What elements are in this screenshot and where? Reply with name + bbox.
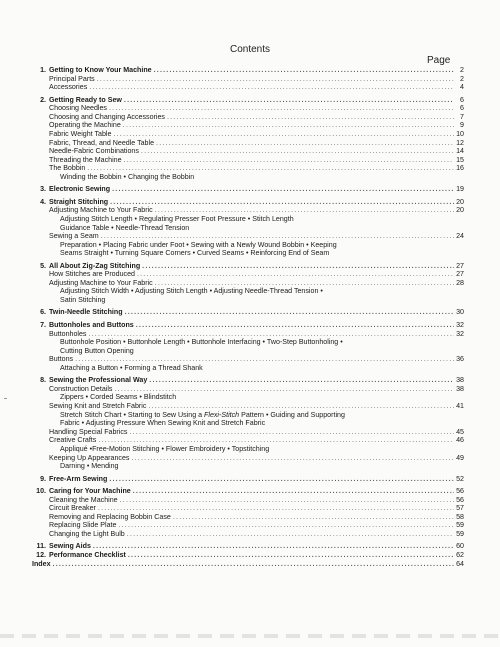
dot-leader [53,560,454,569]
dot-leader [136,321,454,330]
toc-entry[interactable] [32,121,464,130]
entry-label: Construction Details [49,384,113,393]
page-number: 14 [456,147,464,156]
entry-label: Replacing Slide Plate [49,521,117,530]
chapter-number: 2. [40,95,46,104]
chapter-number: 10. [36,487,46,496]
page-number: 2 [460,66,464,74]
toc-subtopics: Preparation • Placing Fabric under Foot • Sewing with a Newly Wound Bobbin • Keeping [60,240,337,249]
toc-entry[interactable] [32,75,464,84]
toc-subtopics: Fabric • Adjusting Pressure When Sewing Knit and Stretch Fabric [60,419,266,428]
toc-entry[interactable] [32,279,464,288]
entry-label: Buttons [49,355,74,364]
toc-chapter-1[interactable] [32,66,464,75]
entry-label: The Bobbin [49,164,86,173]
dot-leader [89,83,454,92]
chapter-number: 6. [40,308,46,317]
toc-subtopics: Darning • Mending [60,462,119,471]
chapter-title: All About Zig-Zag Stitching [49,261,141,270]
dot-leader [141,147,454,156]
page-number: 59 [456,529,464,538]
page-number: 59 [456,521,464,530]
page-number: 16 [456,164,464,173]
toc-subtopics: Adjusting Stitch Width • Adjusting Stitch Length • Adjusting Needle-Thread Tension • [60,287,323,296]
dot-leader [110,198,454,207]
entry-label: Principal Parts [49,74,95,83]
page-number: 32 [456,320,464,329]
entry-label: Fabric Weight Table [49,129,112,138]
page-number: 6 [460,104,464,113]
table-of-contents [32,66,464,568]
entry-label: Handling Special Fabrics [49,427,128,436]
toc-subtopics: Adjusting Stitch Length • Regulating Presser Foot Pressure • Stitch Length [60,214,294,223]
dot-leader [133,487,454,496]
page-number: 24 [456,232,464,241]
toc-subtopics: Appliqué •Free-Motion Stitching • Flower Embroidery • Topstitching [60,444,270,453]
dot-leader [156,139,454,148]
toc-entry[interactable] [32,454,464,463]
page-number: 30 [456,308,464,317]
toc-chapter-9[interactable] [32,475,464,484]
toc-chapter-2[interactable] [32,96,464,105]
chapter-number: 9. [40,474,46,483]
page-number: 64 [456,559,464,568]
chapter-title: Getting Ready to Sew [49,95,122,104]
chapter-title: Sewing the Professional Way [49,376,148,385]
entry-label: Keeping Up Appearances [49,453,130,462]
dot-leader [131,454,454,463]
dot-leader [88,330,454,339]
toc-chapter-8[interactable] [32,376,464,385]
dot-leader [173,513,454,522]
chapter-number: 4. [40,197,46,206]
page-number: 56 [456,487,464,496]
toc-chapter-4[interactable] [32,198,464,207]
toc-entry[interactable] [32,139,464,148]
entry-label: Threading the Machine [49,155,122,164]
chapter-title: Free-Arm Sewing [49,474,108,483]
dot-leader [149,376,454,385]
page-number: 36 [456,355,464,364]
toc-entry[interactable] [32,402,464,411]
dot-leader [93,542,454,551]
toc-entry[interactable] [32,156,464,165]
entry-label: Choosing and Changing Accessories [49,112,165,121]
page-number: 7 [460,112,464,121]
entry-label: Creative Crafts [49,436,97,445]
dot-leader [113,130,454,139]
entry-label: Cleaning the Machine [49,495,118,504]
dot-leader [155,206,454,215]
toc-entry[interactable] [32,104,464,113]
toc-subtopics: Cutting Button Opening [60,346,134,355]
dot-leader [137,270,454,279]
toc-entry[interactable] [32,530,464,539]
page-number: 27 [456,261,464,270]
dot-leader [142,262,454,271]
chapter-title: Caring for Your Machine [49,487,131,496]
page-number: 19 [456,185,464,194]
page-number: 28 [456,278,464,287]
dot-leader [120,496,454,505]
page-number: 52 [456,474,464,483]
page-number: 2 [460,74,464,83]
entry-label: How Stitches are Produced [49,270,135,279]
toc-subtopics: Buttonhole Position • Buttonhole Length • Buttonhole Interfacing • Two-Step Buttonholing • [60,338,343,347]
toc-chapter-10[interactable] [32,487,464,496]
toc-subtopics: Attaching a Button • Forming a Thread Shank [60,363,203,372]
page-number: 4 [460,83,464,92]
entry-label: Sewing Knit and Stretch Fabric [49,402,147,411]
dot-leader [167,113,454,122]
entry-label: Removing and Replacing Bobbin Case [49,512,171,521]
toc-entry[interactable] [32,428,464,437]
dot-leader [155,279,454,288]
dot-leader [112,185,454,194]
page-number: 45 [456,427,464,436]
entry-label: Sewing a Seam [49,232,99,241]
page-number: 9 [460,121,464,130]
toc-entry[interactable] [32,496,464,505]
dot-leader [128,551,454,560]
dot-leader [109,104,454,113]
chapter-number: 8. [40,376,46,385]
toc-entry[interactable] [32,232,464,241]
toc-entry[interactable] [32,385,464,394]
dot-leader [109,475,454,484]
page-number: 46 [456,436,464,445]
chapter-title: Sewing Aids [49,542,91,551]
toc-entry[interactable] [32,130,464,139]
toc-subtopics: Winding the Bobbin • Changing the Bobbin [60,172,195,181]
entry-label: Needle-Fabric Combinations [49,147,139,156]
entry-label: Circuit Breaker [49,504,96,513]
dot-leader [75,355,454,364]
entry-label: Choosing Needles [49,104,107,113]
dot-leader [124,96,454,105]
entry-label: Adjusting Machine to Your Fabric [49,206,153,215]
toc-chapter-7[interactable] [32,321,464,330]
toc-entry[interactable] [32,330,464,339]
chapter-title: Twin-Needle Stitching [49,308,123,317]
page-number: 6 [460,95,464,104]
page-title: Contents [229,44,271,55]
chapter-title: Getting to Know Your Machine [49,66,152,74]
entry-label: Buttonholes [49,329,87,338]
toc-entry[interactable] [32,147,464,156]
toc-chapter-12[interactable] [32,551,464,560]
page-number: 60 [456,542,464,551]
dot-leader [123,121,454,130]
page-number: 10 [456,129,464,138]
toc-chapter-3[interactable] [32,185,464,194]
toc-subtopics: Seams Straight • Turning Square Corners • Curved Seams • Reinforcing End of Seam [60,249,330,258]
toc-entry[interactable] [32,270,464,279]
subtopic-italic-text: Flexi-Stitch [204,410,240,419]
chapter-title: Electronic Sewing [49,185,111,194]
page-number: 20 [456,197,464,206]
page-number: 38 [456,384,464,393]
dot-leader [98,436,454,445]
chapter-number: 7. [40,320,46,329]
page-number: 49 [456,453,464,462]
page-number: 38 [456,376,464,385]
toc-entry[interactable] [32,164,464,173]
page-number: 27 [456,270,464,279]
scan-bottom-artifact [0,634,500,638]
index-title: Index [32,559,51,568]
dot-leader [124,156,454,165]
toc-index[interactable] [32,560,464,569]
toc-subtopics: Zippers • Corded Seams • Blindstitch [60,393,177,402]
dot-leader [125,308,454,317]
toc-subtopics: Satin Stitching [60,296,106,305]
dot-leader [114,385,454,394]
toc-chapter-6[interactable] [32,308,464,317]
dot-leader [127,530,454,539]
entry-label: Adjusting Machine to Your Fabric [49,278,153,287]
dot-leader [98,504,454,513]
toc-entry[interactable] [32,83,464,92]
chapter-title: Buttonholes and Buttons [49,320,134,329]
dot-leader [101,232,454,241]
page-number: 57 [456,504,464,513]
entry-label: Operating the Machine [49,121,121,130]
toc-subtopics [32,411,464,420]
toc-subtopics: Guidance Table • Needle-Thread Tension [60,223,190,232]
chapter-number: 12. [36,550,46,559]
subtopic-text: Pattern • Guiding and Supporting [239,410,345,419]
chapter-number: 3. [40,185,46,194]
page-number: 12 [456,138,464,147]
toc-entry[interactable] [32,513,464,522]
entry-label: Accessories [49,83,88,92]
page-column-header: Page [427,55,451,66]
toc-entry[interactable] [32,436,464,445]
dot-leader [154,66,454,75]
toc-entry[interactable] [32,113,464,122]
dot-leader [97,75,454,84]
page-number: 32 [456,329,464,338]
entry-label: Changing the Light Bulb [49,529,125,538]
toc-entry[interactable] [32,521,464,530]
dot-leader [118,521,454,530]
toc-chapter-5[interactable] [32,262,464,271]
subtopic-text: Stretch Stitch Chart • Starting to Sew Using a [60,410,205,419]
page-number: 56 [456,495,464,504]
toc-chapter-11[interactable] [32,542,464,551]
chapter-number: 1. [40,66,46,74]
chapter-title: Performance Checklist [49,550,126,559]
chapter-number: 5. [40,261,46,270]
entry-label: Fabric, Thread, and Needle Table [49,138,155,147]
toc-entry[interactable] [32,206,464,215]
chapter-number: 11. [36,542,46,551]
toc-entry[interactable] [32,504,464,513]
toc-entry[interactable] [32,355,464,364]
dot-leader [87,164,454,173]
page-number: 62 [456,550,464,559]
page-number: 41 [456,402,464,411]
page-number: 20 [456,206,464,215]
scan-margin-mark [4,398,7,399]
page-number: 58 [456,512,464,521]
dot-leader [148,402,454,411]
page-number: 15 [456,155,464,164]
chapter-title: Straight Stitching [49,197,109,206]
dot-leader [129,428,454,437]
